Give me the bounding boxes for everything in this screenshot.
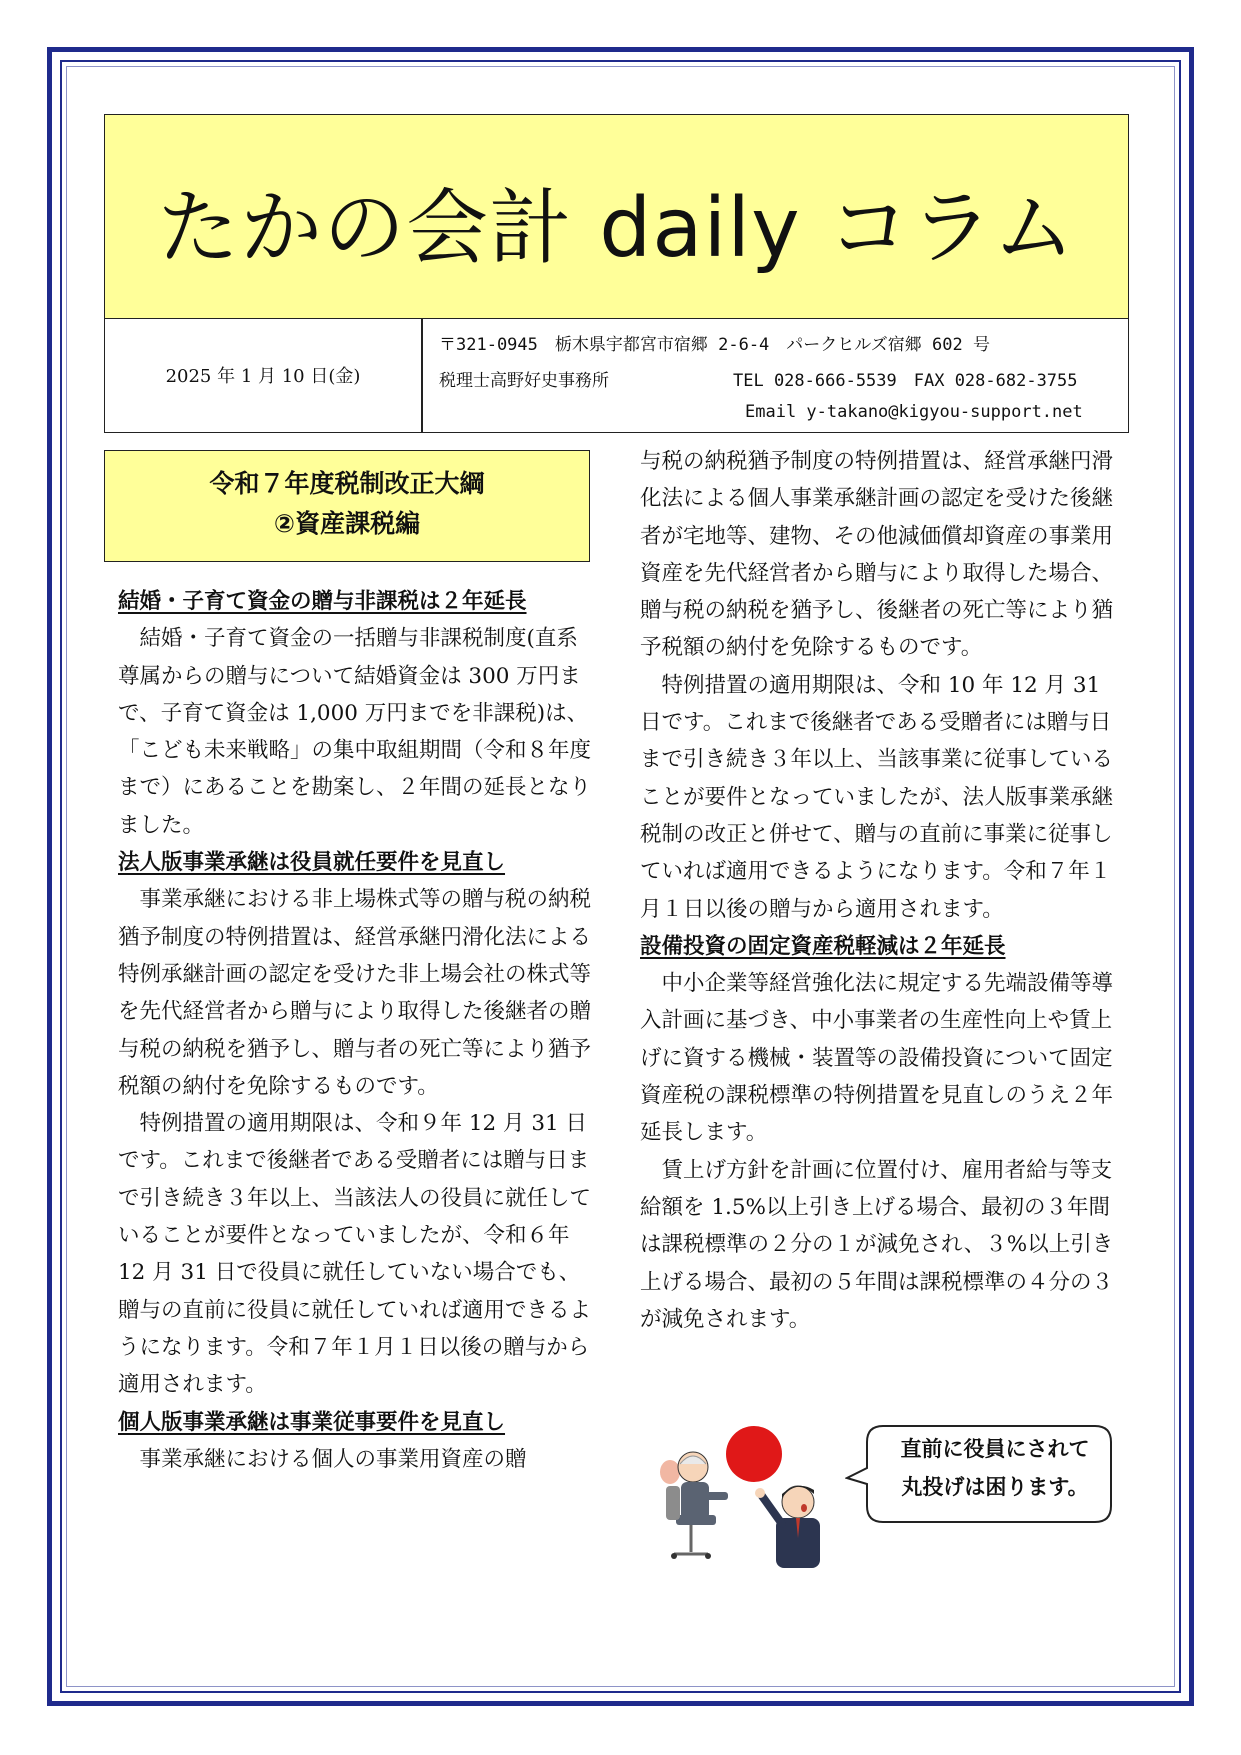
newsletter-title: たかの会計 daily コラム xyxy=(157,181,1076,276)
paragraph: 中小企業等経営強化法に規定する先端設備等導入計画に基づき、中小事業者の生産性向上や賃上げに資する機械・装置等の設備投資について固定資産税の課税標準の特例措置を見直しのうえ２年延長します。 xyxy=(640,971,1114,1146)
info-divider xyxy=(421,318,423,432)
office-phone-fax: TEL 028-666-5539 FAX 028-682-3755 xyxy=(733,371,1078,391)
title-banner xyxy=(104,114,1129,319)
office-name: 税理士高野好史事務所 xyxy=(439,371,609,391)
section-heading: 設備投資の固定資産税軽減は２年延長 xyxy=(640,933,1006,959)
illustration-passing-ball xyxy=(636,1420,856,1570)
office-address: 〒321-0945 栃木県宇都宮市宿郷 2-6-4 パークヒルズ宿郷 602 号 xyxy=(439,335,990,355)
paragraph: 結婚・子育て資金の一括贈与非課税制度(直系尊属からの贈与について結婚資金は 300 万円まで、子育て資金は 1,000 万円までを非課税)は、「こども未来戦略」の集中取組期間（令和８年度まで）にあることを勘案し、２年間の延長となりました。 xyxy=(118,626,592,838)
successor-figure xyxy=(755,1486,820,1568)
topic-box xyxy=(104,450,590,562)
paragraph: 賃上げ方針を計画に位置付け、雇用者給与等支給額を 1.5%以上引き上げる場合、最初の３年間は課税標準の２分の１が減免され、３%以上引き上げる場合、最初の５年間は課税標準の４分の３が減免されます。 xyxy=(640,1157,1114,1332)
article-column-right xyxy=(640,443,1120,1338)
section-heading: 結婚・子育て資金の贈与非課税は２年延長 xyxy=(118,589,527,614)
elderly-manager-figure xyxy=(660,1452,728,1559)
section-heading: 法人版事業承継は役員就任要件を見直し xyxy=(118,850,506,876)
issue-date: 2025 年 1 月 10 日(金) xyxy=(165,366,361,387)
speech-bubble-text xyxy=(880,1430,1110,1506)
office-email: Email y-takano@kigyou-support.net xyxy=(745,402,1083,422)
paragraph: 事業承継における非上場株式等の贈与税の納税猶予制度の特例措置は、経営承継円滑化法による特例承継計画の認定を受けた非上場会社の株式等を先代経営者から贈与により取得した後継者の贈与税の納税を猶予し、贈与者の死亡等により猶予税額の納付を免除するものです。 xyxy=(118,887,592,1099)
paragraph: 特例措置の適用期限は、令和９年 12 月 31 日です。これまで後継者である受贈者には贈与日まで引き続き３年以上、当該法人の役員に就任していることが要件となっていましたが、令和６年 12 月 31 日で役員に就任していない場合でも、贈与の直前に役員に就任していれば適用できるようになります。令和７年１月１日以後の贈与から適用されます。 xyxy=(118,1111,592,1398)
topic-subtitle: ②資産課税編 xyxy=(273,509,421,538)
red-ball xyxy=(726,1426,782,1482)
article-column-left xyxy=(118,583,598,1478)
topic-title: 令和７年度税制改正大綱 xyxy=(209,469,485,498)
speech-line: 直前に役員にされて xyxy=(900,1437,1090,1461)
paragraph: 事業承継における個人の事業用資産の贈 xyxy=(139,1446,527,1472)
paragraph: 与税の納税猶予制度の特例措置は、経営承継円滑化法による個人事業承継計画の認定を受けた後継者が宅地等、建物、その他減価償却資産の事業用資産を先代経営者から贈与により取得した場合、贈与税の納税を猶予し、後継者の死亡等により猶予税額の納付を免除するものです。 xyxy=(640,449,1114,661)
section-heading: 個人版事業承継は事業従事要件を見直し xyxy=(118,1409,506,1435)
contact-info-box xyxy=(104,318,1129,433)
speech-line: 丸投げは困ります。 xyxy=(901,1475,1089,1499)
paragraph: 特例措置の適用期限は、令和 10 年 12 月 31 日です。これまで後継者である受贈者には贈与日まで引き続き３年以上、当該事業に従事していることが要件となっていましたが、法人版事業承継税制の改正と併せて、贈与の直前に事業に従事していれば適用できるようになります。令和７年１月１日以後の贈与から適用されます。 xyxy=(640,672,1114,922)
